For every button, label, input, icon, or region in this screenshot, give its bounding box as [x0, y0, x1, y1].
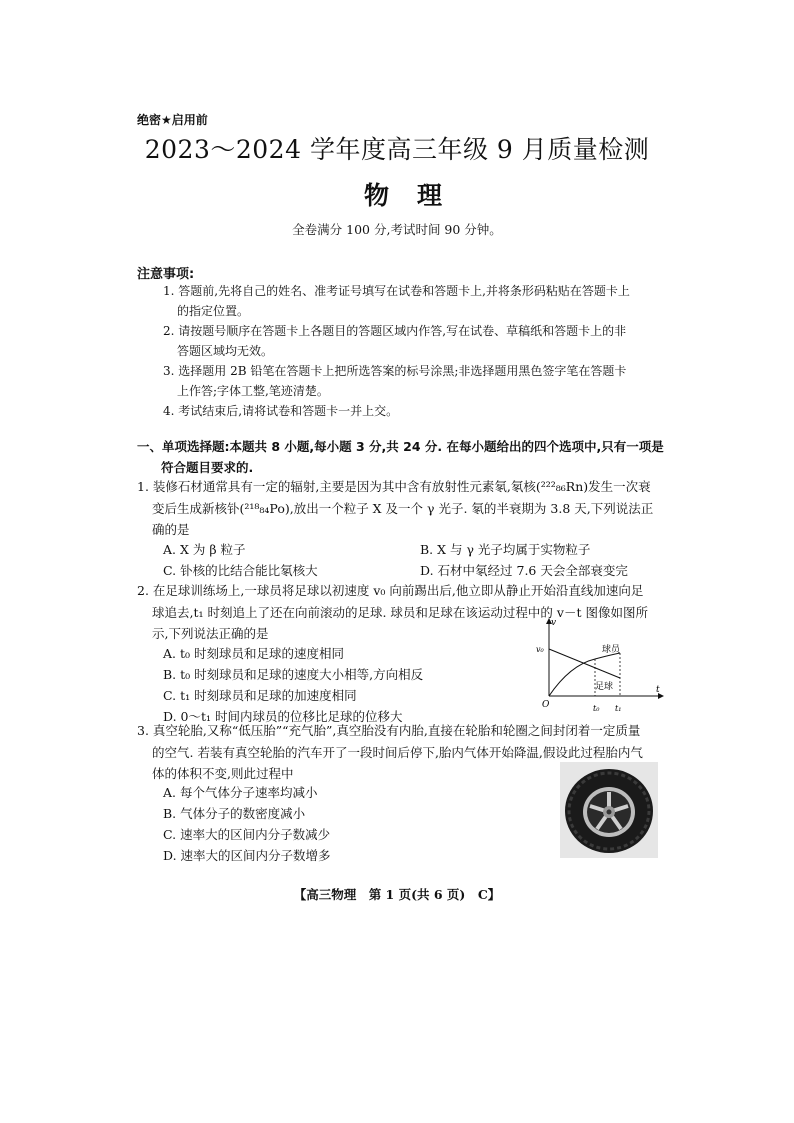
section-heading — [137, 436, 667, 478]
question-line: 的空气. 若装有真空轮胎的汽车开了一段时间后停下,胎内气体开始降温,假设此过程胎内气 — [152, 744, 643, 760]
notice-item — [163, 321, 663, 361]
notice-item — [163, 361, 663, 401]
notice-heading: 注意事项: — [137, 267, 195, 282]
q3-option-b: B. 气体分子的数密度减小 — [163, 806, 306, 821]
q2-option-b: B. t₀ 时刻球员和足球的速度大小相等,方向相反 — [163, 667, 424, 682]
question-line: 1. 装修石材通常具有一定的辐射,主要是因为其中含有放射性元素氡,氡核(²²²₈₆Rn)发生一次衰 — [137, 479, 651, 494]
notice-line: 4. 考试结束后,请将试卷和答题卡一并上交。 — [163, 404, 399, 418]
player-label: 球员 — [602, 645, 621, 655]
question-line: 2. 在足球训练场上,一球员将足球以初速度 v₀ 向前踢出后,他立即从静止开始沿直线加速向足 — [137, 583, 644, 598]
notice-item — [163, 401, 663, 421]
question-line: 体的体积不变,则此过程中 — [152, 766, 294, 781]
q2-option-d: D. 0～t₁ 时间内球员的位移比足球的位移大 — [163, 709, 403, 724]
v0-label: v₀ — [536, 645, 544, 654]
q1-option-d: D. 石材中氡经过 7.6 天会全部衰变完 — [420, 563, 628, 578]
t-axis-label: t — [656, 685, 660, 695]
subject-title: 物理 — [363, 181, 470, 210]
notice-item — [163, 281, 663, 321]
notice-line: 3. 选择题用 2B 铅笔在答题卡上把所选答案的标号涂黑;非选择题用黑色签字笔在答题卡 — [163, 364, 627, 378]
v-axis-label: v — [551, 618, 557, 628]
section-line: 符合题目要求的. — [161, 460, 254, 475]
score-info: 全卷满分 100 分,考试时间 90 分钟。 — [292, 222, 502, 237]
notice-line: 的指定位置。 — [177, 304, 250, 318]
section-line: 一、单项选择题:本题共 8 小题,每小题 3 分,共 24 分. 在每小题给出的四个选项中,只有一项是 — [137, 439, 664, 454]
tire-image — [560, 762, 658, 858]
q2-option-c: C. t₁ 时刻球员和足球的加速度相同 — [163, 688, 357, 703]
notice-line: 上作答;字体工整,笔迹清楚。 — [177, 384, 329, 398]
q1-option-c: C. 钋核的比结合能比氡核大 — [163, 563, 318, 578]
ball-label: 足球 — [595, 682, 614, 692]
question-line: 示,下列说法正确的是 — [152, 626, 269, 641]
q3-option-c: C. 速率大的区间内分子数减少 — [163, 827, 331, 842]
q1-option-b: B. X 与 γ 光子均属于实物粒子 — [420, 542, 591, 557]
vt-graph — [535, 615, 670, 717]
t0-label: t₀ — [593, 704, 600, 713]
question-line: 确的是 — [152, 522, 190, 537]
origin-label: O — [542, 700, 550, 710]
q2-option-a: A. t₀ 时刻球员和足球的速度相同 — [163, 646, 344, 661]
notice-line: 1. 答题前,先将自己的姓名、准考证号填写在试卷和答题卡上,并将条形码粘贴在答题卡上 — [163, 284, 630, 298]
q3-option-d: D. 速率大的区间内分子数增多 — [163, 848, 331, 863]
notice-line: 答题区域均无效。 — [177, 344, 274, 358]
question-line: 变后生成新核钋(²¹⁸₈₄Po),放出一个粒子 X 及一个 γ 光子. 氡的半衰期为 3.8 天,下列说法正 — [152, 500, 654, 516]
q3-option-a: A. 每个气体分子速率均减小 — [163, 785, 318, 800]
question-line: 球追去,t₁ 时刻追上了还在向前滚动的足球. 球员和足球在该运动过程中的 v－t 图像如图所 — [152, 604, 648, 620]
page-footer: 【高三物理 第 1 页(共 6 页) C】 — [293, 887, 501, 902]
notice-list — [163, 281, 663, 421]
exam-title: 2023～2024 学年度高三年级 9 月质量检测 — [144, 135, 650, 164]
q1-option-a: A. X 为 β 粒子 — [163, 542, 246, 557]
hub-center — [607, 810, 612, 815]
question-line: 3. 真空轮胎,又称“低压胎”“充气胎”,真空胎没有内胎,直接在轮胎和轮圈之间封闭着一定质量 — [137, 723, 641, 738]
confidential-mark: 绝密★启用前 — [137, 113, 208, 127]
notice-line: 2. 请按题号顺序在答题卡上各题目的答题区域内作答,写在试卷、草稿纸和答题卡上的非 — [163, 324, 627, 338]
question-1 — [137, 476, 667, 541]
t1-label: t₁ — [615, 704, 622, 713]
